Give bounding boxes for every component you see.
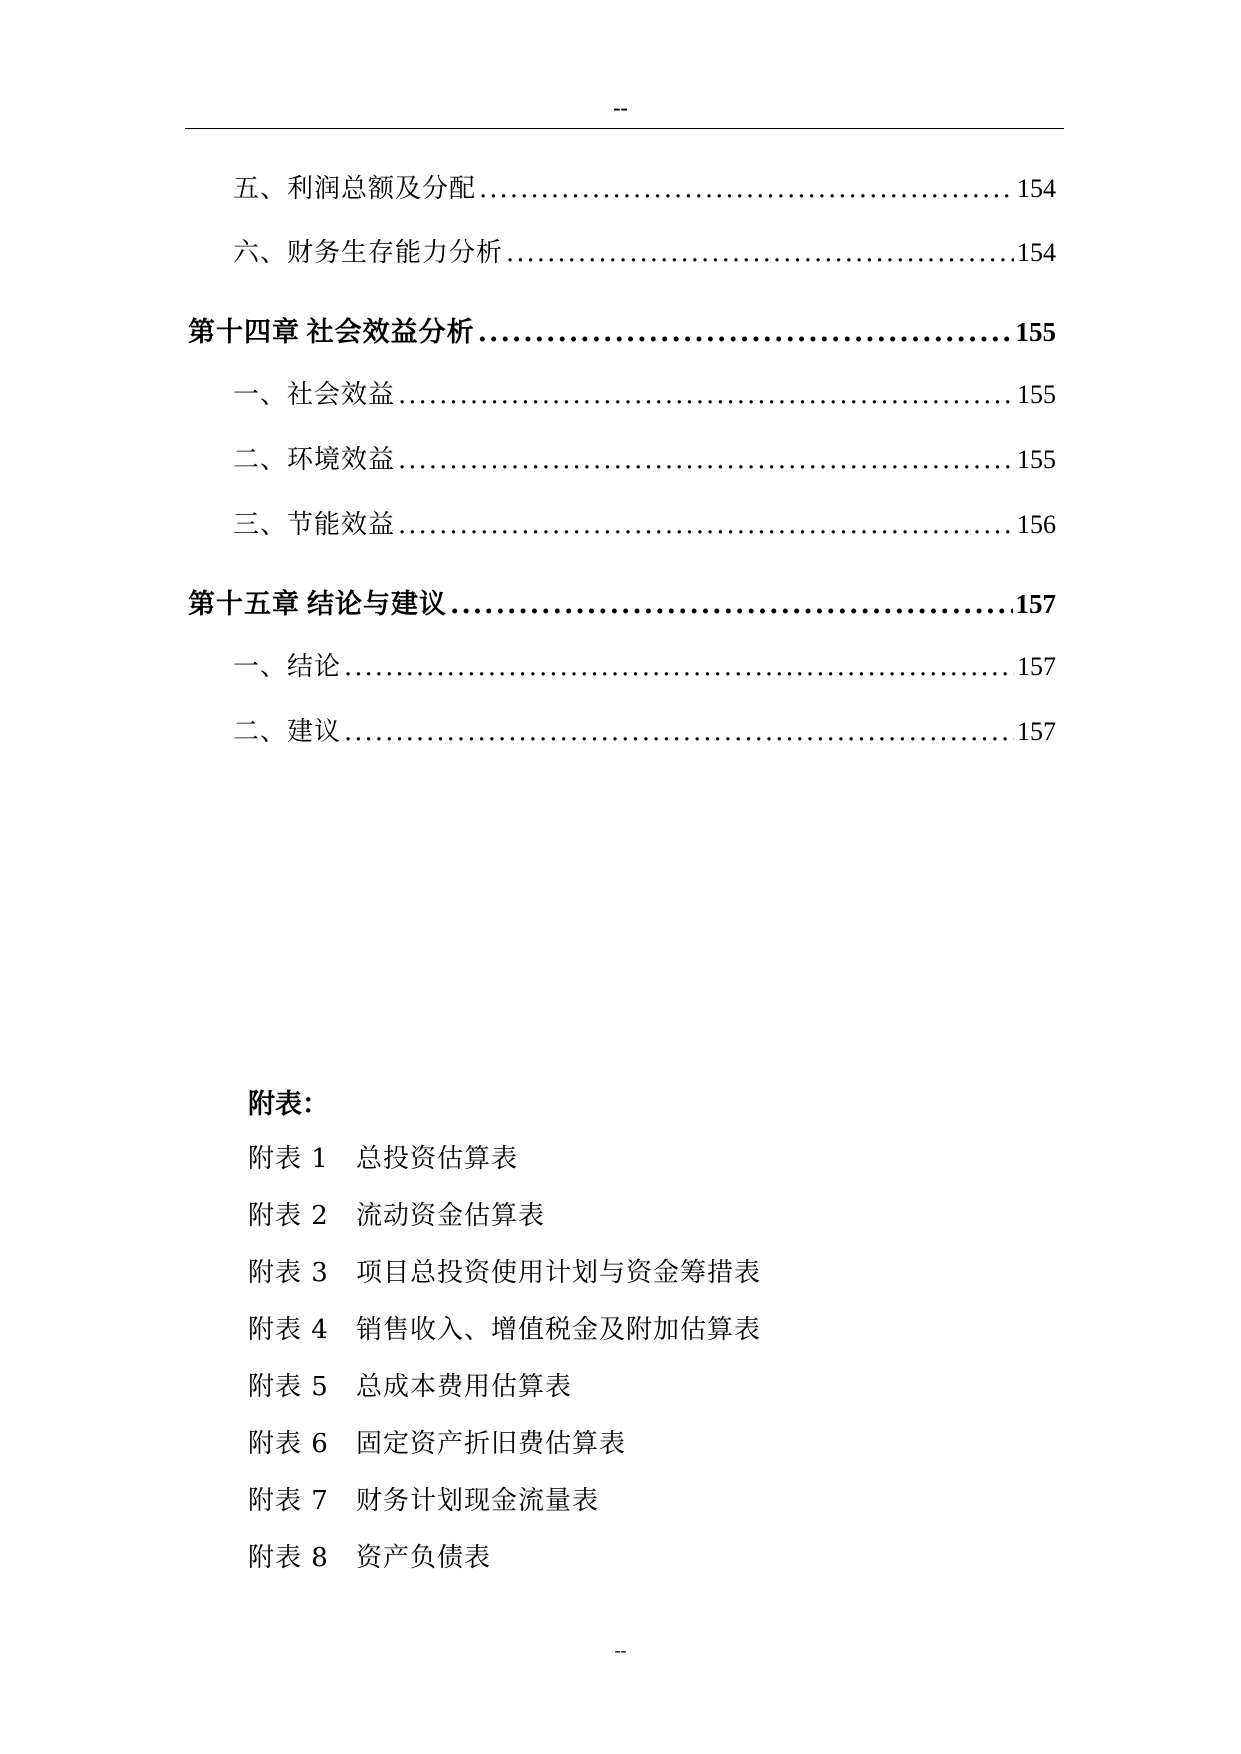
toc-chapter-number: 第十五章 [188, 589, 300, 620]
toc-dot-leader [478, 317, 1013, 348]
toc-entry-label: 一、社会效益 [233, 380, 396, 410]
toc-entry-label: 二、建议 [233, 717, 342, 747]
appendix-item-number: 附表 3 [248, 1258, 329, 1288]
toc-page-number: 157 [1015, 589, 1056, 619]
toc-entry-environmental-benefits[interactable] [233, 439, 1056, 476]
page-header-mark: -- [613, 95, 628, 120]
toc-chapter-title: 社会效益分析 [306, 317, 475, 348]
toc-dot-leader [398, 445, 1014, 475]
toc-chapter-title: 结论与建议 [306, 589, 447, 620]
toc-dot-leader [506, 238, 1014, 268]
toc-entry-label: 二、环境效益 [233, 445, 396, 475]
toc-page-number: 154 [1017, 238, 1056, 267]
toc-dot-leader [344, 652, 1014, 682]
toc-page-number: 157 [1017, 652, 1056, 681]
appendix-item-number: 附表 1 [248, 1144, 329, 1174]
appendix-heading: 附表： [248, 1089, 329, 1120]
appendix-item-name: 流动资金估算表 [356, 1201, 546, 1231]
appendix-item-number: 附表 8 [248, 1543, 329, 1573]
appendix-item-number: 附表 6 [248, 1429, 329, 1459]
toc-page-number: 155 [1015, 317, 1056, 347]
appendix-item-number: 附表 2 [248, 1201, 329, 1231]
toc-entry-label: 六、财务生存能力分析 [233, 238, 504, 268]
appendix-item-number: 附表 7 [248, 1486, 329, 1516]
appendix-item[interactable] [248, 1366, 572, 1403]
appendix-item-name: 总投资估算表 [356, 1144, 519, 1174]
page-footer-mark: -- [614, 1640, 627, 1660]
toc-chapter-14[interactable] [188, 310, 1056, 349]
appendix-item[interactable] [248, 1537, 491, 1574]
appendix-item-name: 财务计划现金流量表 [356, 1486, 600, 1516]
appendix-item[interactable] [248, 1309, 761, 1346]
toc-entry-label: 三、节能效益 [233, 510, 396, 540]
appendix-item-name: 资产负债表 [356, 1543, 492, 1573]
toc-page-number: 154 [1017, 174, 1056, 203]
toc-chapter-number: 第十四章 [188, 317, 300, 348]
toc-entry-conclusion[interactable] [233, 646, 1056, 683]
toc-page-number: 155 [1017, 445, 1056, 474]
toc-chapter-15[interactable] [188, 582, 1056, 621]
toc-dot-leader [479, 174, 1014, 204]
toc-entry-label: 五、利润总额及分配 [233, 174, 477, 204]
appendix-item[interactable] [248, 1423, 626, 1460]
header-divider [185, 128, 1064, 129]
toc-dot-leader [450, 589, 1013, 620]
appendix-item[interactable] [248, 1480, 599, 1517]
toc-page-number: 157 [1017, 717, 1056, 746]
appendix-item[interactable] [248, 1252, 761, 1289]
appendix-item-name: 固定资产折旧费估算表 [356, 1429, 627, 1459]
toc-page-number: 155 [1017, 380, 1056, 409]
toc-dot-leader [398, 380, 1014, 410]
toc-entry-recommendations[interactable] [233, 711, 1056, 748]
appendix-item-name: 总成本费用估算表 [356, 1372, 573, 1402]
toc-entry-financial-viability[interactable] [233, 232, 1056, 269]
appendix-item[interactable] [248, 1195, 545, 1232]
toc-entry-profit-distribution[interactable] [233, 168, 1056, 205]
toc-dot-leader [344, 717, 1014, 747]
toc-entry-energy-saving-benefits[interactable] [233, 504, 1056, 541]
appendix-item[interactable] [248, 1138, 518, 1175]
appendix-item-name: 销售收入、增值税金及附加估算表 [356, 1315, 762, 1345]
toc-page-number: 156 [1017, 510, 1056, 539]
appendix-item-number: 附表 5 [248, 1372, 329, 1402]
toc-entry-label: 一、结论 [233, 652, 342, 682]
toc-entry-social-benefits[interactable] [233, 374, 1056, 411]
toc-dot-leader [398, 510, 1014, 540]
appendix-item-number: 附表 4 [248, 1315, 329, 1345]
appendix-item-name: 项目总投资使用计划与资金筹措表 [356, 1258, 762, 1288]
